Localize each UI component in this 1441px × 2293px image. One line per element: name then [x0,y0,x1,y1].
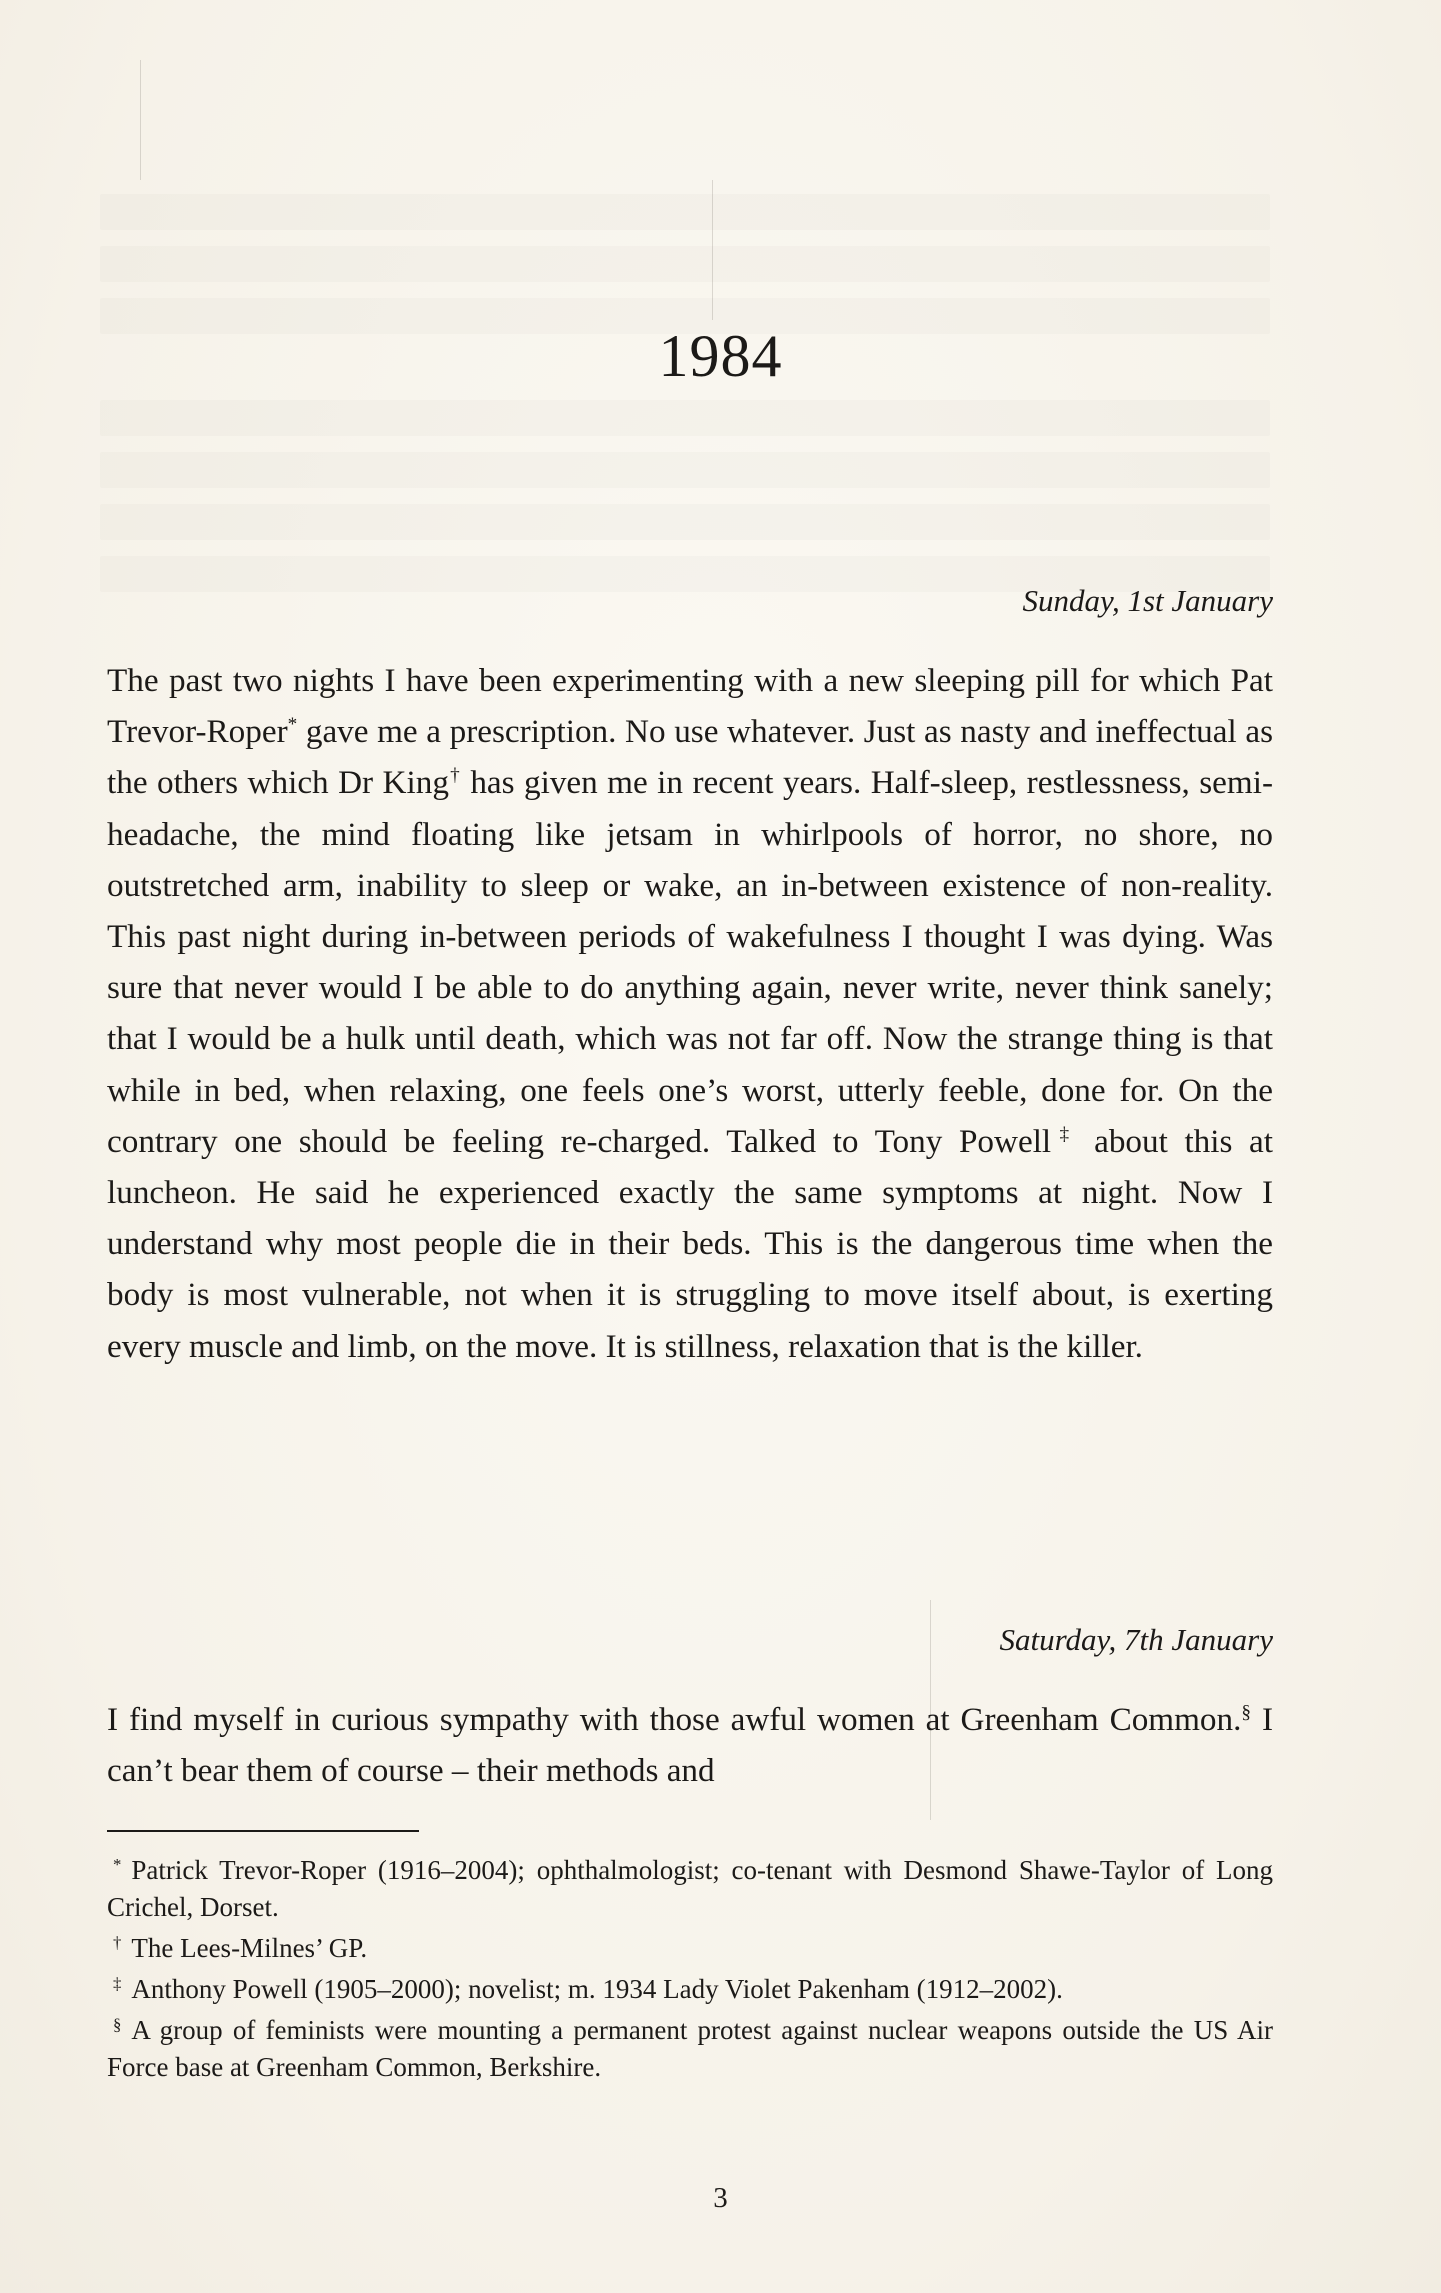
show-through [100,400,1270,436]
footnote-reference: ‡ [1051,1123,1078,1145]
entry-date: Sunday, 1st January [1022,583,1273,618]
show-through [100,246,1270,282]
footnote: ‡ Anthony Powell (1905–2000); novelist; m. 1934 Lady Violet Pakenham (1912–2002). [113,1973,1063,2004]
paragraph-text: about this at luncheon. He said he experienced exactly the same symptoms at night. Now I understand why most people die in their beds. This is the dangerous time when the body is most vulnerable, not when it is struggling to move itself about, is exerting every muscle and limb, on the move. It is stillness, relaxation that is the killer. [107,1122,1274,1365]
footnotes [107,1852,1273,2090]
entry-date: Saturday, 7th January [999,1622,1273,1657]
paragraph-text: I find myself in curious sympathy with those awful women at Greenham Common. [107,1701,1242,1738]
paragraph-text: I can’t bear them of course – their methods and [107,1701,1273,1790]
footnote-text: Anthony Powell (1905–2000); novelist; m. 1934 Lady Violet Pakenham (1912–2002). [131,1974,1063,2004]
footnote-text: A group of feminists were mounting a permanent protest against nuclear weapons outside the US Air Force base at Greenham Common, Berkshire. [107,2015,1273,2082]
footnote-text: The Lees-Milnes’ GP. [131,1933,368,1963]
footnote-text: Patrick Trevor-Roper (1916–2004); ophthalmologist; co-tenant with Desmond Shawe-Taylor of Long Crichel, Dorset. [107,1855,1273,1922]
footnote: * Patrick Trevor-Roper (1916–2004); ophthalmologist; co-tenant with Desmond Shawe-Taylor of Long Crichel, Dorset. [107,1854,1273,1922]
footnote: § A group of feminists were mounting a permanent protest against nuclear weapons outside the US Air Force base at Greenham Common, Berkshire. [107,2014,1273,2082]
show-through [100,194,1270,230]
page-number: 3 [713,2182,728,2214]
footnote-reference: § [1241,1702,1252,1724]
footnote-reference: * [287,714,298,736]
paper-crease [712,180,713,320]
year-heading: 1984 [658,323,783,389]
footnote-reference: † [448,765,461,787]
footnote-rule [107,1830,419,1832]
show-through [100,452,1270,488]
show-through [100,504,1270,540]
paragraph-text: gave me a prescription. No use whatever. Just as nasty and ineffectual as the others which Dr King [107,713,1273,802]
paragraph-text: has given me in recent years. Half-sleep, restlessness, semi-headache, the mind floating like jetsam in whirlpools of horror, no shore, no outstretched arm, inability to sleep or wake, an in-between existence of non-reality. This past night during in-between periods of wakefulness I thought I was dying. Was sure that never would I be able to do anything again, never write, never think sanely; that I would be a hulk until death, which was not far off. Now the strange thing is that while in bed, when relaxing, one feels one’s worst, utterly feeble, done for. On the contrary one should be feeling re-charged. Talked to Tony Powell [107,764,1273,1160]
paper-crease [140,60,141,180]
paragraph-text: The past two nights I have been experimenting with a new sleeping pill for which Pat Trevor-Roper [107,662,1273,751]
entry-paragraph [107,1694,1273,1796]
entry-paragraph [107,655,1273,1372]
footnote: † The Lees-Milnes’ GP. [113,1932,368,1963]
